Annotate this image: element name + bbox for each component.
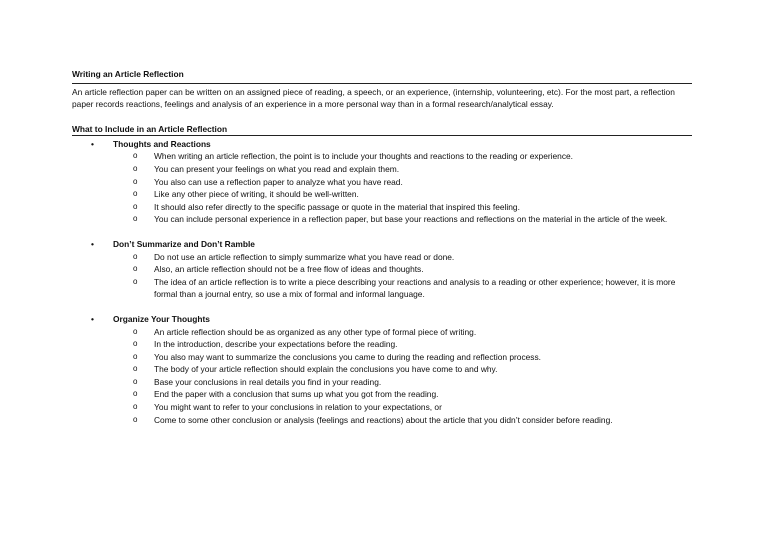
list-item-text: You can include personal experience in a reflection paper, but base your reactions and reflections on the material in the article of the week. xyxy=(154,214,668,225)
document-title: Writing an Article Reflection xyxy=(72,68,692,84)
bullet-section xyxy=(72,238,692,301)
sub-bullet-icon: o xyxy=(133,163,138,173)
list-item xyxy=(72,388,692,401)
sub-bullet-icon: o xyxy=(133,376,138,386)
list-item xyxy=(72,163,692,176)
document-page xyxy=(72,68,692,426)
bullet-heading xyxy=(72,138,692,151)
sub-bullet-icon: o xyxy=(133,189,138,199)
sub-bullet-icon: o xyxy=(133,251,138,261)
list-item-text: You might want to refer to your conclusions in relation to your expectations, or xyxy=(154,402,442,413)
list-item-text: An article reflection should be as organized as any other type of formal piece of writing. xyxy=(154,326,477,337)
list-item xyxy=(72,401,692,414)
list-item-text: Come to some other conclusion or analysis (feelings and reactions) about the article that you didn’t consider before reading. xyxy=(154,414,613,425)
sub-bullet-list xyxy=(72,150,692,226)
list-item xyxy=(72,351,692,364)
sub-bullet-icon: o xyxy=(133,264,138,274)
sub-bullet-icon: o xyxy=(133,339,138,349)
bullet-heading xyxy=(72,313,692,326)
list-item-text: In the introduction, describe your expectations before the reading. xyxy=(154,339,398,350)
sub-bullet-icon: o xyxy=(133,151,138,161)
list-item-text: When writing an article reflection, the point is to include your thoughts and reactions to the reading or experience. xyxy=(154,151,573,162)
list-item xyxy=(72,326,692,339)
list-item-text: You also may want to summarize the conclusions you came to during the reading and reflection process. xyxy=(154,351,542,362)
bullet-heading-text: Don’t Summarize and Don’t Ramble xyxy=(113,238,255,249)
bullet-section xyxy=(72,313,692,426)
sub-bullet-list xyxy=(72,326,692,427)
list-item xyxy=(72,251,692,264)
list-item xyxy=(72,276,692,301)
list-item-text: The idea of an article reflection is to write a piece describing your reactions and analysis to a reading or other experience; however, it is more formal than a journal entry, so use a mix of formal and informal language. xyxy=(154,276,676,300)
sub-bullet-icon: o xyxy=(133,326,138,336)
sub-bullet-icon: o xyxy=(133,176,138,186)
list-item-text: It should also refer directly to the specific passage or quote in the material that inspired this feeling. xyxy=(154,201,520,212)
list-item xyxy=(72,363,692,376)
list-item-text: Like any other piece of writing, it should be well-written. xyxy=(154,189,359,200)
sub-bullet-icon: o xyxy=(133,402,138,412)
sub-bullet-icon: o xyxy=(133,389,138,399)
list-item xyxy=(72,213,692,226)
list-item-text: End the paper with a conclusion that sums up what you got from the reading. xyxy=(154,389,439,400)
sub-bullet-icon: o xyxy=(133,276,138,286)
list-item xyxy=(72,338,692,351)
list-item xyxy=(72,263,692,276)
sub-bullet-icon: o xyxy=(133,351,138,361)
list-item-text: The body of your article reflection should explain the conclusions you have come to and why. xyxy=(154,364,498,375)
bullet-heading-text: Organize Your Thoughts xyxy=(113,313,210,324)
list-item-text: Base your conclusions in real details you find in your reading. xyxy=(154,376,382,387)
list-item-text: Also, an article reflection should not be a free flow of ideas and thoughts. xyxy=(154,264,424,275)
sub-bullet-icon: o xyxy=(133,214,138,224)
list-item xyxy=(72,201,692,214)
intro-paragraph: An article reflection paper can be written on an assigned piece of reading, a speech, or an experience, (internship, volunteering, etc). For the most part, a reflection paper records reactions, feelings and analysis of an experience in a more personal way than in a formal research/analytical essay. xyxy=(72,86,675,110)
sub-bullet-list xyxy=(72,251,692,301)
bullet-heading xyxy=(72,238,692,251)
bullet-icon: • xyxy=(91,313,94,324)
sections-container xyxy=(72,138,692,426)
bullet-section xyxy=(72,138,692,226)
sub-bullet-icon: o xyxy=(133,414,138,424)
list-item-text: You also can use a reflection paper to analyze what you have read. xyxy=(154,176,403,187)
list-item-text: Do not use an article reflection to simply summarize what you have read or done. xyxy=(154,251,455,262)
list-item xyxy=(72,176,692,189)
list-item xyxy=(72,150,692,163)
sub-bullet-icon: o xyxy=(133,364,138,374)
list-item xyxy=(72,188,692,201)
list-item xyxy=(72,414,692,427)
section-heading: What to Include in an Article Reflection xyxy=(72,124,692,136)
list-item-text: You can present your feelings on what you read and explain them. xyxy=(154,163,400,174)
bullet-icon: • xyxy=(91,138,94,149)
bullet-icon: • xyxy=(91,238,94,249)
list-item xyxy=(72,376,692,389)
bullet-heading-text: Thoughts and Reactions xyxy=(113,138,211,149)
sub-bullet-icon: o xyxy=(133,201,138,211)
